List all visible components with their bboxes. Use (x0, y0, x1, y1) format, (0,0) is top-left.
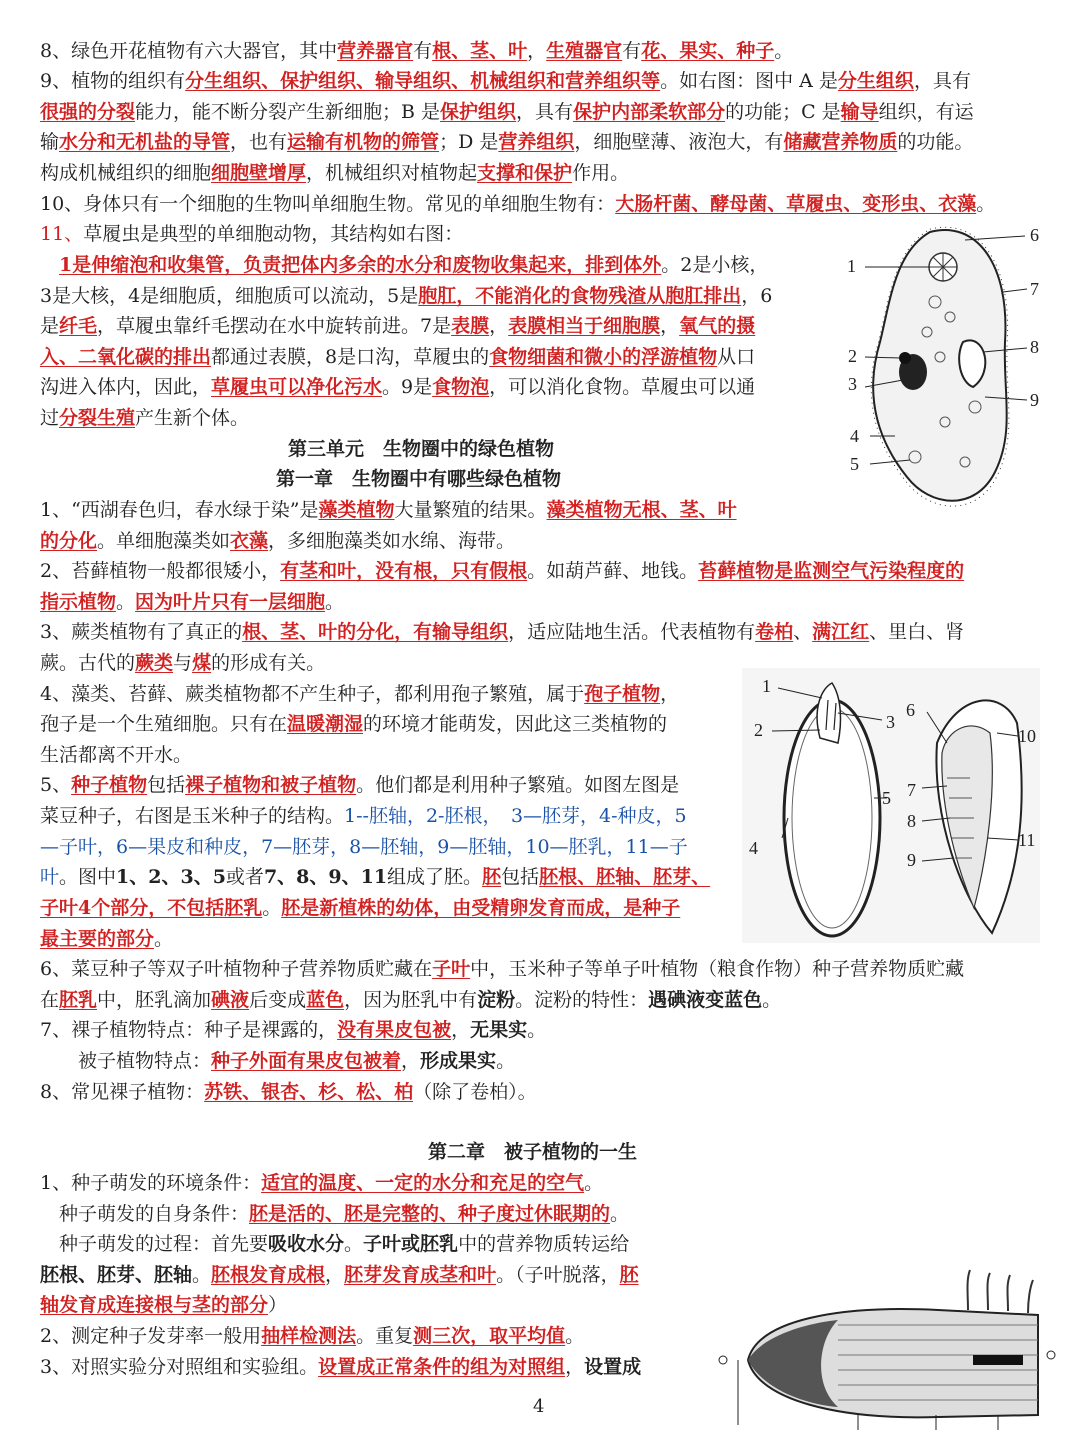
text-segment: ，也有 (230, 131, 288, 153)
text-segment: —子叶，6—果皮和种皮，7—胚芽，8—胚轴，9—胚轴，10—胚乳，11—子 (40, 836, 688, 858)
text-segment: 。 (976, 193, 996, 215)
seed-label: 7 (907, 780, 916, 800)
text-segment: 苏铁、银杏、杉、松、柏 (204, 1081, 414, 1103)
paramecium-label: 1 (847, 256, 856, 276)
text-segment: 包括 (501, 866, 540, 888)
text-segment: ，适应陆地生活。代表植物有 (508, 621, 756, 643)
text-segment: 有 (413, 40, 433, 62)
text-segment: 指示植物 (40, 591, 117, 613)
seed-label: 3 (886, 712, 895, 732)
text-segment: 。 (192, 1264, 212, 1286)
text-line (40, 954, 964, 984)
text-segment: ，可以消化食物。草履虫可以通 (489, 376, 756, 398)
text-line (40, 1046, 515, 1076)
text-segment: 。 (344, 1233, 364, 1255)
text-segment: ， (401, 1050, 421, 1072)
text-segment: 孢子是一个生殖细胞。只有在 (40, 713, 288, 735)
text-segment: 表膜相当于细胞膜 (508, 315, 661, 337)
text-segment: 胚是新植株的幼体，由受精卵发育而成，是种子 (281, 897, 681, 919)
text-line (40, 709, 667, 739)
paramecium-label: 3 (848, 374, 857, 394)
text-segment: 碘液 (211, 989, 250, 1011)
text-line (40, 36, 793, 66)
text-segment: 产生新个体。 (135, 407, 250, 429)
seed-label: 6 (906, 700, 915, 720)
text-segment: 6、菜豆种子等双子叶植物种子营养物质贮藏在 (40, 958, 433, 980)
text-segment: 胚是活的、胚是完整的、种子度过休眠期的 (249, 1203, 611, 1225)
text-segment: ，具有 (913, 70, 971, 92)
text-line (40, 311, 755, 341)
text-segment: 7、8、9、11 (263, 866, 388, 888)
text-segment: 根、茎、叶 (432, 40, 528, 62)
text-segment: ， (451, 1019, 471, 1041)
text-line (40, 342, 755, 372)
text-segment: 没有果皮包被 (337, 1019, 452, 1041)
text-line (40, 648, 325, 678)
text-segment: 组成了胚。 (387, 866, 483, 888)
text-segment: 。单细胞藻类如 (97, 530, 231, 552)
text-segment: 3是大核，4是细胞质，细胞质可以流动，5是 (40, 285, 419, 307)
text-line (40, 1229, 629, 1259)
text-segment: ，因为胚乳中有 (344, 989, 478, 1011)
text-segment: 食物泡 (432, 376, 490, 398)
text-segment: 种子外面有果皮包被着 (211, 1050, 402, 1072)
text-segment: 。 (496, 1050, 516, 1072)
text-segment: 。图中 (59, 866, 117, 888)
text-segment: 满江红 (812, 621, 870, 643)
text-segment: ，具有 (516, 101, 574, 123)
text-segment: ，细胞壁薄、液泡大，有 (574, 131, 784, 153)
text-segment: 菜豆种子，右图是玉米种子的结构。 (40, 805, 345, 827)
text-segment: 营养器官 (337, 40, 414, 62)
text-segment: 无果实 (470, 1019, 528, 1041)
text-segment: 生活都离不开水。 (40, 744, 193, 766)
text-segment: 5、 (40, 774, 72, 796)
text-segment: 设置成正常条件的组为对照组 (318, 1356, 566, 1378)
seed-label: 11 (1018, 830, 1036, 850)
page-number: 4 (533, 1396, 545, 1417)
text-segment: 输 (40, 131, 60, 153)
text-segment: 3、蕨类植物有了真正的 (40, 621, 243, 643)
text-segment: 4、藻类、苔藓、蕨类植物都不产生种子，都利用孢子繁殖，属于 (40, 683, 585, 705)
text-segment: 在 (40, 989, 60, 1011)
text-segment: 。如右图：图中 A 是 (660, 70, 838, 92)
text-segment: 的功能；C 是 (725, 101, 841, 123)
text-segment: 胞肛，不能消化的食物残渣从胞肛排出 (418, 285, 742, 307)
text-segment: 很强的分裂 (40, 101, 136, 123)
text-segment: 的功能。 (897, 131, 974, 153)
text-segment: 。9是 (382, 376, 433, 398)
text-segment: 表膜 (451, 315, 490, 337)
text-segment: 最主要的部分 (40, 928, 155, 950)
text-segment: ） (268, 1294, 288, 1316)
text-segment: 2、苔藓植物一般都很矮小， (40, 560, 281, 582)
text-segment: 作用。 (572, 162, 630, 184)
text-segment: 胚 (619, 1264, 639, 1286)
paramecium-label: 5 (850, 454, 859, 474)
text-segment: 。 (565, 1325, 585, 1347)
seed-structure-figure (742, 668, 1040, 943)
text-segment: 卷柏 (755, 621, 794, 643)
text-line (40, 617, 964, 647)
text-segment: 设置成 (584, 1356, 642, 1378)
text-segment: 苔藓植物是监测空气污染程度的 (698, 560, 965, 582)
text-segment: ， (660, 683, 680, 705)
seed-label: 9 (907, 850, 916, 870)
text-segment: 子叶或胚乳 (363, 1233, 459, 1255)
text-segment: ， (325, 1264, 345, 1286)
text-segment: 蕨类 (135, 652, 174, 674)
text-segment: 3、对照实验分对照组和实验组。 (40, 1356, 319, 1378)
paramecium-label: 4 (850, 426, 859, 446)
chapter-title: 第一章 生物圈中有哪些绿色植物 (276, 468, 562, 490)
text-segment: 藻类植物 (318, 499, 395, 521)
paramecium-label: 8 (1030, 337, 1039, 357)
text-segment: 。 (154, 928, 174, 950)
text-line (40, 158, 629, 188)
text-segment: ，机械组织对植物起 (306, 162, 478, 184)
text-segment: 生殖器官 (546, 40, 623, 62)
text-segment: 9、植物的组织有 (40, 70, 186, 92)
text-segment: 胚乳 (59, 989, 98, 1011)
root-tip-figure (718, 1265, 1058, 1430)
text-segment: 的环境才能萌发，因此这三类植物的 (363, 713, 668, 735)
text-segment: 后变成 (249, 989, 307, 1011)
text-segment: 、里白、肾 (869, 621, 965, 643)
text-segment: 被子植物特点： (40, 1050, 212, 1072)
text-segment (40, 254, 59, 276)
text-segment: 轴发育成连接根与茎的部分 (40, 1294, 269, 1316)
text-segment: 运输有机物的筛管 (287, 131, 440, 153)
text-segment: ，草履虫靠纤毛摆动在水中旋转前进。7是 (97, 315, 452, 337)
text-segment: ， (489, 315, 509, 337)
text-segment: 11、 (40, 223, 84, 245)
text-segment: 1、2、3、5 (116, 866, 226, 888)
text-segment: 。重复 (356, 1325, 414, 1347)
chapter-title: 第二章 被子植物的一生 (428, 1141, 638, 1163)
text-line (40, 556, 964, 586)
text-segment: 7、裸子植物特点：种子是裸露的， (40, 1019, 338, 1041)
text-segment: 中，玉米种子等单子叶植物（粮食作物）种子营养物质贮藏 (470, 958, 965, 980)
text-line (40, 1168, 603, 1198)
paramecium-label: 6 (1030, 225, 1039, 245)
text-segment: 氧气的摄 (679, 315, 756, 337)
text-segment: 。 (762, 989, 782, 1011)
text-segment: 根、茎、叶的分化，有输导组织 (242, 621, 509, 643)
text-segment: 是 (40, 315, 60, 337)
text-segment: 、 (793, 621, 813, 643)
text-segment: 支撑和保护 (477, 162, 573, 184)
text-line (40, 97, 974, 127)
text-segment: 分生组织、保护组织、输导组织、机械组织和营养组织等 (185, 70, 661, 92)
text-line (40, 832, 688, 862)
seed-label: 2 (754, 720, 763, 740)
text-line (40, 372, 755, 402)
text-segment: ， (527, 40, 547, 62)
text-segment: 从口 (717, 346, 756, 368)
text-line (40, 1077, 537, 1107)
text-segment: 胚根、胚轴、胚芽、 (539, 866, 711, 888)
text-segment: 8、常见裸子植物： (40, 1081, 205, 1103)
text-segment: 蓝色 (306, 989, 345, 1011)
text-segment: 保护组织 (440, 101, 517, 123)
text-segment: 裸子植物和被子植物 (185, 774, 357, 796)
text-segment: 孢子植物 (584, 683, 661, 705)
text-segment: 遇碘液变蓝色 (648, 989, 763, 1011)
text-segment: 子叶 (432, 958, 471, 980)
seed-label: 4 (749, 838, 758, 858)
text-segment: 因为叶片只有一层细胞 (135, 591, 326, 613)
text-segment: 温暖潮湿 (287, 713, 364, 735)
text-segment: 分裂生殖 (59, 407, 136, 429)
text-segment: 。淀粉的特性： (515, 989, 649, 1011)
text-segment: 保护内部柔软部分 (573, 101, 726, 123)
text-segment: 。 (116, 591, 136, 613)
text-line (40, 985, 781, 1015)
text-segment: 食物细菌和微小的浮游植物 (489, 346, 718, 368)
text-line (40, 403, 249, 433)
text-segment: 。 (774, 40, 794, 62)
text-segment: 有茎和叶，没有根，只有假根 (280, 560, 528, 582)
text-segment: 输导 (840, 101, 879, 123)
seed-label: 8 (907, 811, 916, 831)
text-line (40, 679, 679, 709)
text-segment: 8、绿色开花植物有六大器官，其中 (40, 40, 338, 62)
text-line (40, 219, 463, 249)
text-segment: （除了卷柏）。 (413, 1081, 537, 1103)
text-segment: 的分化 (40, 530, 98, 552)
text-segment: 组织，有运 (878, 101, 974, 123)
text-segment: 10、身体只有一个细胞的生物叫单细胞生物。常见的单细胞生物有： (40, 193, 616, 215)
text-segment: 胚根发育成根 (211, 1264, 326, 1286)
seed-label: 5 (882, 788, 891, 808)
text-segment: 储藏营养物质 (783, 131, 898, 153)
text-segment: 叶 (40, 866, 60, 888)
text-segment: 吸收水分 (268, 1233, 345, 1255)
text-segment: 。2是小核， (661, 254, 769, 276)
text-segment: 胚 (482, 866, 502, 888)
text-segment: 形成果实 (420, 1050, 497, 1072)
text-line (40, 281, 772, 311)
text-segment: 与 (173, 652, 193, 674)
seed-label: 1 (762, 676, 771, 696)
text-segment: 衣藻 (230, 530, 269, 552)
text-segment: ；D 是 (439, 131, 499, 153)
text-segment: 1、种子萌发的环境条件： (40, 1172, 262, 1194)
text-segment: 1是伸缩泡和收集管，负责把体内多余的水分和废物收集起来，排到体外 (59, 254, 662, 276)
text-line (40, 526, 515, 556)
text-segment: 草履虫是典型的单细胞动物，其结构如右图： (83, 223, 464, 245)
text-segment: 。 (584, 1172, 604, 1194)
text-segment: 1、“西湖春色归，春水绿于染”是 (40, 499, 319, 521)
text-segment: 中的营养物质转运给 (458, 1233, 630, 1255)
text-line (40, 66, 971, 96)
text-segment: 。 (527, 1019, 547, 1041)
paramecium-label: 9 (1030, 390, 1039, 410)
text-line (40, 862, 710, 892)
text-segment: 种子萌发的过程：首先要 (40, 1233, 269, 1255)
text-line (40, 1321, 584, 1351)
text-line (40, 740, 192, 770)
text-segment: 1--胚轴，2-胚根， 3—胚芽，4-种皮，5 (344, 805, 687, 827)
text-segment: 。他们都是利用种子繁殖。如图左图是 (356, 774, 680, 796)
text-segment: 分生组织 (837, 70, 914, 92)
seed-label: 10 (1018, 726, 1036, 746)
text-segment: 藻类植物无根、茎、叶 (546, 499, 737, 521)
text-line (40, 924, 173, 954)
text-segment: 花、果实、种子 (641, 40, 775, 62)
text-line (40, 587, 344, 617)
text-segment: 种子植物 (71, 774, 148, 796)
text-line (40, 1290, 287, 1320)
text-segment: 胚芽发育成茎和叶 (344, 1264, 497, 1286)
text-line (40, 495, 737, 525)
text-segment: 细胞壁增厚 (211, 162, 307, 184)
text-segment: 沟进入体内，因此， (40, 376, 212, 398)
text-segment: 。（子叶脱落， (496, 1264, 620, 1286)
text-segment: 中，胚乳滴加 (97, 989, 212, 1011)
text-segment: 蕨。 (40, 652, 79, 674)
text-segment: 的形成有关。 (211, 652, 326, 674)
text-segment: 。如葫芦藓、地钱。 (527, 560, 699, 582)
text-line (40, 1015, 546, 1045)
text-segment: 。 (325, 591, 345, 613)
text-segment: 或者 (225, 866, 264, 888)
text-segment: 能力，能不断分裂产生新细胞；B 是 (135, 101, 441, 123)
text-segment: 种子萌发的自身条件： (40, 1203, 250, 1225)
text-segment: 测三次，取平均值 (413, 1325, 566, 1347)
text-segment: 入、二氧化碳的排出 (40, 346, 212, 368)
text-line (40, 1199, 629, 1229)
text-segment: 抽样检测法 (261, 1325, 357, 1347)
text-segment: 淀粉 (477, 989, 516, 1011)
text-segment: 2、测定种子发芽率一般用 (40, 1325, 262, 1347)
text-segment: 包括 (147, 774, 186, 796)
text-line (40, 1260, 639, 1290)
text-segment: 大肠杆菌、酵母菌、草履虫、变形虫、衣藻 (615, 193, 977, 215)
text-line (40, 250, 768, 280)
paramecium-label: 2 (848, 346, 857, 366)
text-line (40, 189, 995, 219)
text-segment: 大量繁殖的结果。 (394, 499, 547, 521)
text-line (40, 1352, 641, 1382)
text-segment: 古代的 (78, 652, 136, 674)
text-line (40, 893, 680, 923)
text-segment: 有 (622, 40, 642, 62)
paramecium-label: 7 (1030, 279, 1039, 299)
text-segment: 胚根、胚芽、胚轴 (40, 1264, 193, 1286)
text-segment: 都通过表膜，8是口沟，草履虫的 (211, 346, 490, 368)
text-segment: 煤 (192, 652, 212, 674)
text-segment: 草履虫可以净化污水 (211, 376, 383, 398)
text-segment: 过 (40, 407, 60, 429)
unit-title: 第三单元 生物圈中的绿色植物 (288, 438, 555, 460)
text-segment: ，多细胞藻类如水绵、海带。 (268, 530, 516, 552)
text-segment: 水分和无机盐的导管 (59, 131, 231, 153)
text-segment: ， (565, 1356, 585, 1378)
text-line (40, 770, 679, 800)
text-segment: 营养组织 (498, 131, 575, 153)
text-segment: 纤毛 (59, 315, 98, 337)
text-line (40, 127, 973, 157)
text-line (40, 801, 687, 831)
text-segment: 构成机械组织的细胞 (40, 162, 212, 184)
text-segment: ， (660, 315, 680, 337)
text-segment: 子叶4个部分，不包括胚乳 (40, 897, 263, 919)
text-segment: 适宜的温度、一定的水分和充足的空气 (261, 1172, 585, 1194)
text-segment: 。 (610, 1203, 630, 1225)
paramecium-figure (835, 222, 1055, 512)
text-segment: ，6 (741, 285, 773, 307)
text-segment: 。 (262, 897, 282, 919)
